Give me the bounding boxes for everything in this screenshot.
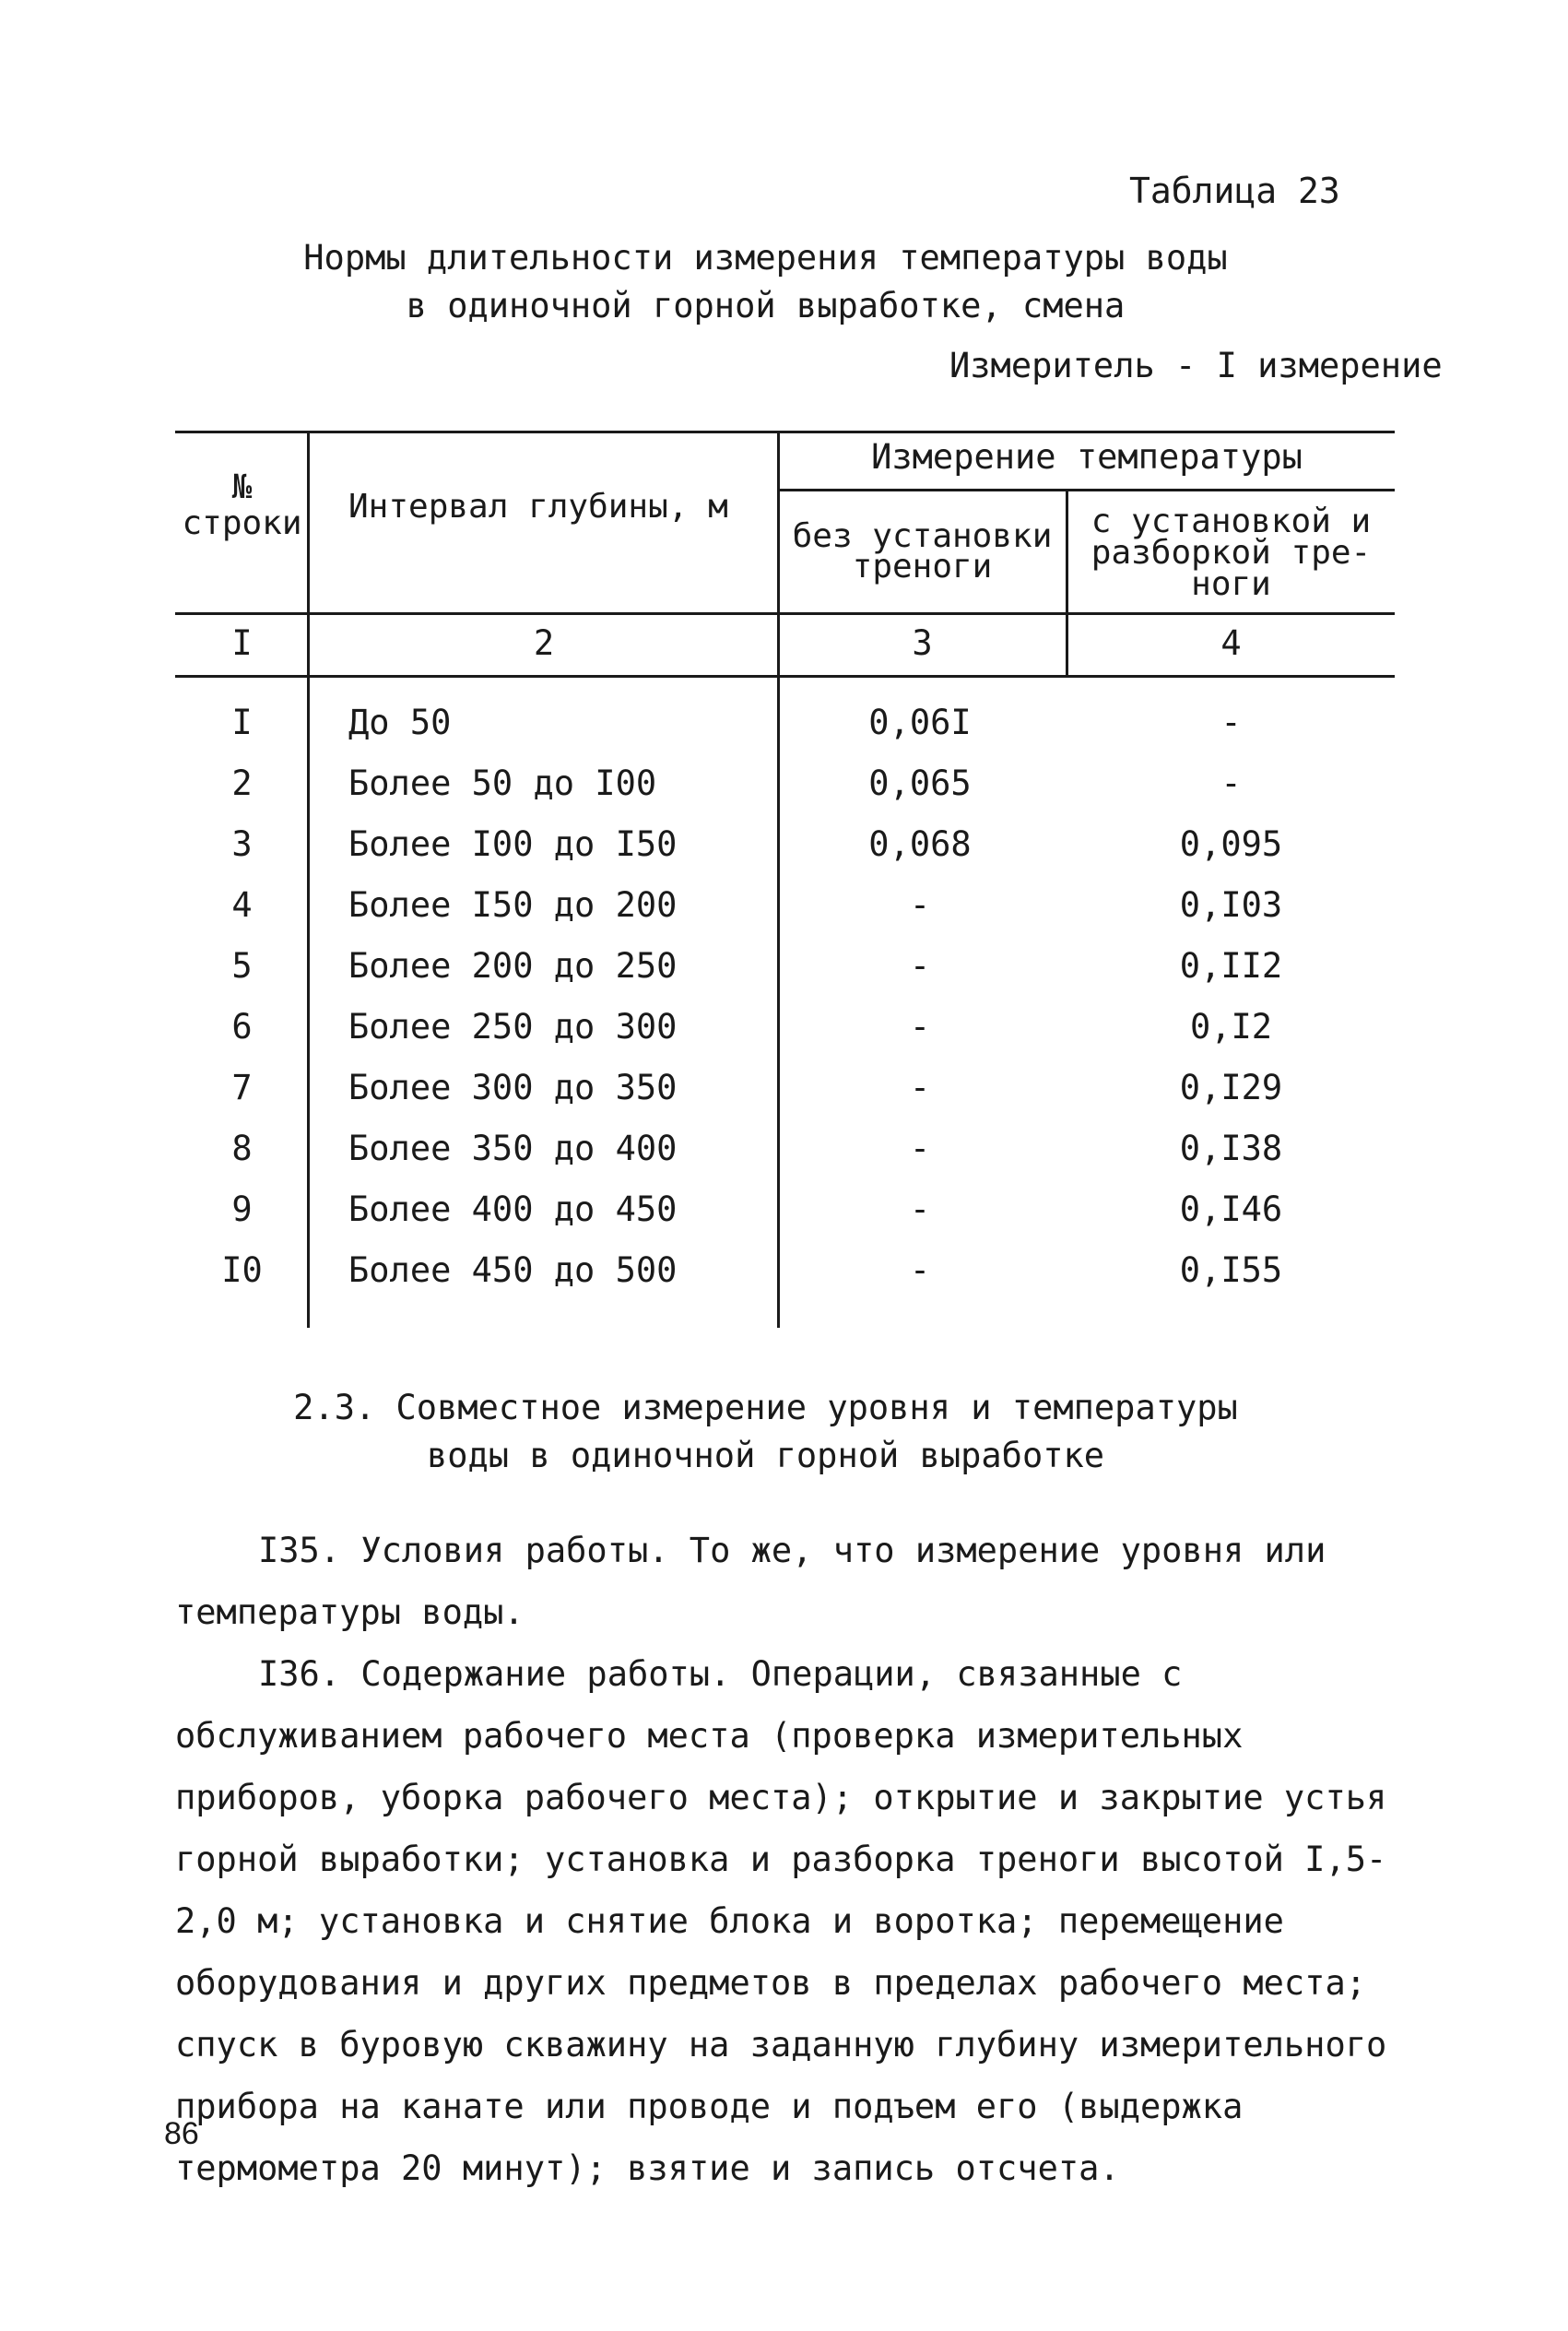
table-title-line-2: в одиночной горной выработке, смена — [406, 286, 1126, 325]
row-no: 6 — [231, 1007, 253, 1047]
colnum-2: 2 — [533, 623, 555, 663]
row-without-tripod: - — [909, 1129, 931, 1168]
row-with-tripod: 0,I46 — [1179, 1189, 1283, 1229]
row-no: I — [231, 703, 253, 742]
row-without-tripod: - — [909, 1068, 931, 1107]
row-interval: Более 450 до 500 — [348, 1250, 678, 1290]
colnum-bottom-rule — [175, 675, 1395, 678]
table-top-rule — [175, 431, 1395, 433]
header-row-no: строки — [182, 504, 302, 542]
row-with-tripod: 0,I29 — [1179, 1068, 1283, 1107]
section-heading-line-1: 2.3. Совместное измерение уровня и температуры — [293, 1388, 1238, 1427]
row-without-tripod: 0,06I — [868, 703, 972, 742]
header-with-tripod-3: ноги — [1191, 565, 1271, 603]
header-interval: Интервал глубины, м — [348, 488, 728, 526]
row-with-tripod: 0,095 — [1179, 824, 1283, 864]
header-with-tripod-1: с установкой и — [1091, 503, 1372, 540]
header-with-tripod-2: разборкой тре- — [1091, 534, 1372, 572]
row-interval: Более 400 до 450 — [348, 1189, 678, 1229]
row-interval: Более 200 до 250 — [348, 946, 678, 986]
row-interval: Более I50 до 200 — [348, 885, 678, 925]
table-label: Таблица 23 — [1129, 171, 1340, 211]
row-with-tripod: 0,I55 — [1179, 1250, 1283, 1290]
paragraph-136: I36. Содержание работы. Операции, связанные с обслуживанием рабочего места (проверка измерительных приборов, уборка рабочего места); открытие и закрытие устья горной выработки; установка и разборка треноги высотой I,5-2,0 м; установка и снятие блока и воротка; перемещение оборудования и других предметов в пределах рабочего места; спуск в буровую скважину на заданную глубину измерительного прибора на канате или проводе и подъем его (выдержка термометра 20 минут); взятие и запись отсчета. — [175, 1654, 1387, 2188]
row-without-tripod: - — [909, 946, 931, 986]
row-with-tripod: - — [1220, 703, 1242, 742]
row-no: 5 — [231, 946, 253, 986]
row-without-tripod: 0,068 — [868, 824, 972, 864]
section-heading-line-2: воды в одиночной горной выработке — [426, 1436, 1105, 1475]
row-with-tripod: - — [1220, 763, 1242, 803]
row-no: 4 — [231, 885, 253, 925]
row-interval: До 50 — [348, 703, 452, 742]
row-no: 9 — [231, 1189, 253, 1229]
row-without-tripod: - — [909, 885, 931, 925]
row-without-tripod: 0,065 — [868, 763, 972, 803]
row-with-tripod: 0,I2 — [1189, 1007, 1273, 1047]
header-without-tripod-2: треноги — [852, 548, 993, 586]
header-without-tripod-1: без установки — [792, 517, 1053, 555]
row-interval: Более 250 до 300 — [348, 1007, 678, 1047]
row-interval: Более 50 до I00 — [348, 763, 657, 803]
row-interval: Более 300 до 350 — [348, 1068, 678, 1107]
row-no: 8 — [231, 1129, 253, 1168]
row-no: 7 — [231, 1068, 253, 1107]
row-no: I0 — [221, 1250, 263, 1290]
row-no: 2 — [231, 763, 253, 803]
colnum-4: 4 — [1220, 623, 1242, 663]
row-no: 3 — [231, 824, 253, 864]
table-unit: Измеритель - I измерение — [949, 346, 1443, 385]
paragraph-135: I35. Условия работы. То же, что измерение уровня или температуры воды. — [175, 1531, 1326, 1632]
row-with-tripod: 0,II2 — [1179, 946, 1283, 986]
header-measure-group: Измерение температуры — [871, 437, 1303, 477]
row-interval: Более 350 до 400 — [348, 1129, 678, 1168]
colnum-1: I — [231, 623, 253, 663]
row-with-tripod: 0,I38 — [1179, 1129, 1283, 1168]
table-title-line-1: Нормы длительности измерения температуры воды — [303, 238, 1228, 278]
row-without-tripod: - — [909, 1250, 931, 1290]
header-row-no-sign: № — [231, 468, 253, 506]
header-bottom-rule — [175, 612, 1395, 615]
page-number: 86 — [164, 2116, 199, 2151]
colnum-3: 3 — [912, 623, 933, 663]
row-interval: Более I00 до I50 — [348, 824, 678, 864]
row-with-tripod: 0,I03 — [1179, 885, 1283, 925]
row-without-tripod: - — [909, 1007, 931, 1047]
header-group-rule — [779, 489, 1395, 491]
row-without-tripod: - — [909, 1189, 931, 1229]
